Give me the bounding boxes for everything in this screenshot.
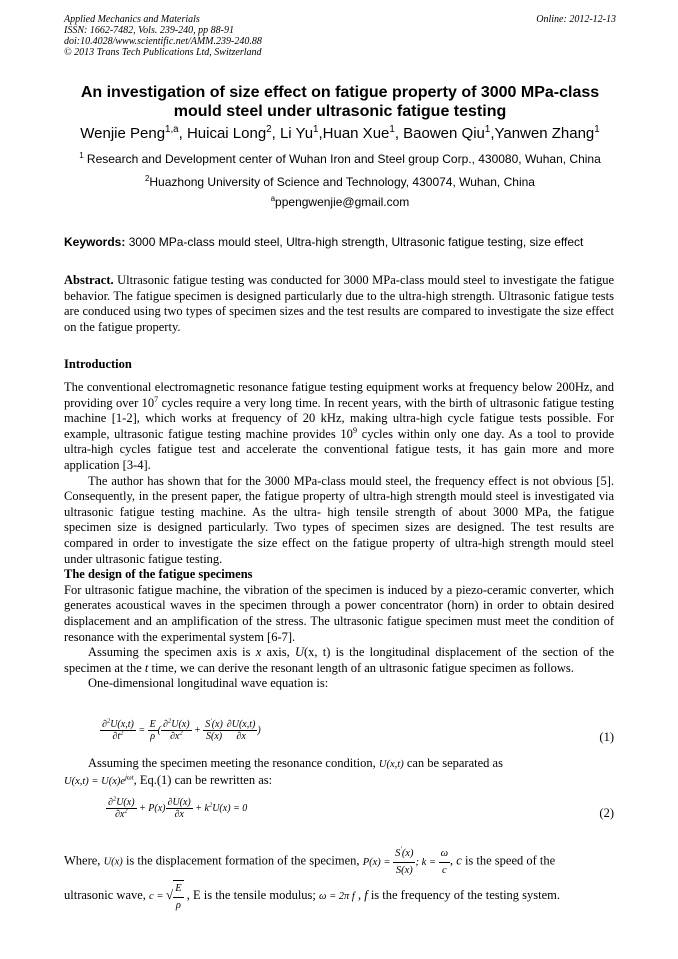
copyright: © 2013 Trans Tech Publications Ltd, Switzerland [64,47,262,58]
abstract [64,273,614,335]
intro-paragraph-2: The author has shown that for the 3000 MPa-class mould steel, the frequency effect is not obvious [5]. Consequently, in the present paper, the fatigue property of ultra-high strength mould steel is investigated via ultrasonic fatigue testing machine. As the ultra- high tensile strength of about 3000 MPa, the fatigue specimen size is designed particularly. Two types of specimen sizes are designed. The test results are compared in order to investigate the size effect on the fatigue property of ultra-high strength mould steel under ultrasonic fatigue testing. [64,473,614,566]
author-email[interactable]: $^a$ppengwenjie@gmail.com [270,194,410,209]
abstract-text: Ultrasonic fatigue testing was conducted for 3000 MPa-class mould steel to investigate the fatigue behavior. The fatigue specimen is designed particularly due to the ultra-high strength. Ultrasonic fatigue tests are conduced using two types of specimen sizes and the test results are compared to investigate the size effect on the fatigue property. [64,273,614,334]
equation-1: $\frac{\partial^2U(x,t)}{\partial t^2}$ = $\frac{E}{\rho}$ ( $\frac{\partial^2U(x)}{\partial x^2}$ + $\frac{S'(x)}{S(x)}$ $\frac{\partial U(x,t)}{\partial x}$ ) [102,717,261,742]
design-paragraph-5: Where, U(x) is the displacement formation of the specimen, P(x) = $\frac{S'(x)}{S(x)}$ ; k = $\frac{\omega}{c}$ , c is the speed of the [64,846,556,876]
author: Wenjie Peng$^{1,a}$, [80,124,187,142]
author: Baowen Qiu$^1$, [403,124,495,142]
section-heading-introduction: Introduction [64,357,132,371]
design-paragraph-6: ultrasonic wave, c = √ $\frac{E}{\rho}$ , E is the tensile modulus; ω = 2π f , f is the frequency of the testing system. [64,880,624,913]
author: Huan Xue$^1$, [322,124,404,142]
online-date: Online: 2012-12-13 [536,14,616,25]
author: Yanwen Zhang$^1$ [494,124,600,142]
equation-1-number: (1) [599,730,614,744]
affiliation-1: $^1$ Research and Development center of Wuhan Iron and Steel group Corp., 430080, Wuhan, China [79,151,601,166]
affiliation-2: $^2$Huazhong University of Science and Technology, 430074, Wuhan, China [145,174,535,189]
title-line-1: An investigation of size effect on fatigue property of 3000 MPa-class [80,84,600,101]
abstract-label: Abstract. [64,273,114,287]
keywords: Keywords: 3000 MPa-class mould steel, Ultra-high strength, Ultrasonic fatigue testing, size effect [64,235,584,249]
introduction-body [64,380,614,692]
author: Huicai Long$^2$, [186,124,280,142]
author: Li Yu$^1$, [279,124,323,142]
design-paragraph-3: One-dimensional longitudinal wave equation is: [88,676,329,691]
equation-2: $\frac{\partial^2U(x)}{\partial x^2}$ + P(x) $\frac{\partial U(x)}{\partial x}$ + $k^2U(x) = 0$ [108,795,248,820]
journal-name: Applied Mechanics and Materials [64,14,200,25]
intro-paragraph-1: The conventional electromagnetic resonance fatigue testing equipment works at frequency below 200Hz, and providing over $10^7$ cycles require a very long time. In recent years, with the birth of ultrasonic fatigue testing machine [1-2], which works at frequency of 20 kHz, making ultra-high cycle fatigue tests possible. For example, ultrasonic fatigue testing machine provides $10^9$ cycles within only one day. As a tool to provide ultra-high cycles fatigue test and accelerate the conventional fatigue tests, it has gain more and more application [3-4]. [64,380,614,472]
equation-2-number: (2) [599,806,614,820]
paper-title [64,83,616,121]
issn: ISSN: 1662-7482, Vols. 239-240, pp 88-91 [64,25,234,36]
title-line-2: mould steel under ultrasonic fatigue testing [173,103,507,120]
design-paragraph-2: Assuming the specimen axis is x axis, U(x, t) is the longitudinal displacement of the section of the specimen at the t time, we can derive the resonant length of an ultrasonic fatigue specimen as follows. [64,645,614,675]
design-paragraph-1: For ultrasonic fatigue machine, the vibration of the specimen is induced by a piezo-ceramic converter, which generates acoustical waves in the specimen through a power concentrator (horn) in order to obtain desired displacement and an amplification of the stress. The ultrasonic fatigue specimen must meet the condition of resonance with the experimental system [6-7]. [64,582,614,644]
design-paragraph-4: Assuming the specimen meeting the resonance condition, U(x,t) can be separated as $U(x,t) = U(x)e^{j\omega t}$, Eq.(1) can be rewritten as: [64,756,503,787]
journal-header [64,14,616,58]
section-heading-design: The design of the fatigue specimens [64,567,253,582]
doi[interactable]: doi:10.4028/www.scientific.net/AMM.239-240.88 [64,36,262,47]
author-list [64,125,616,142]
